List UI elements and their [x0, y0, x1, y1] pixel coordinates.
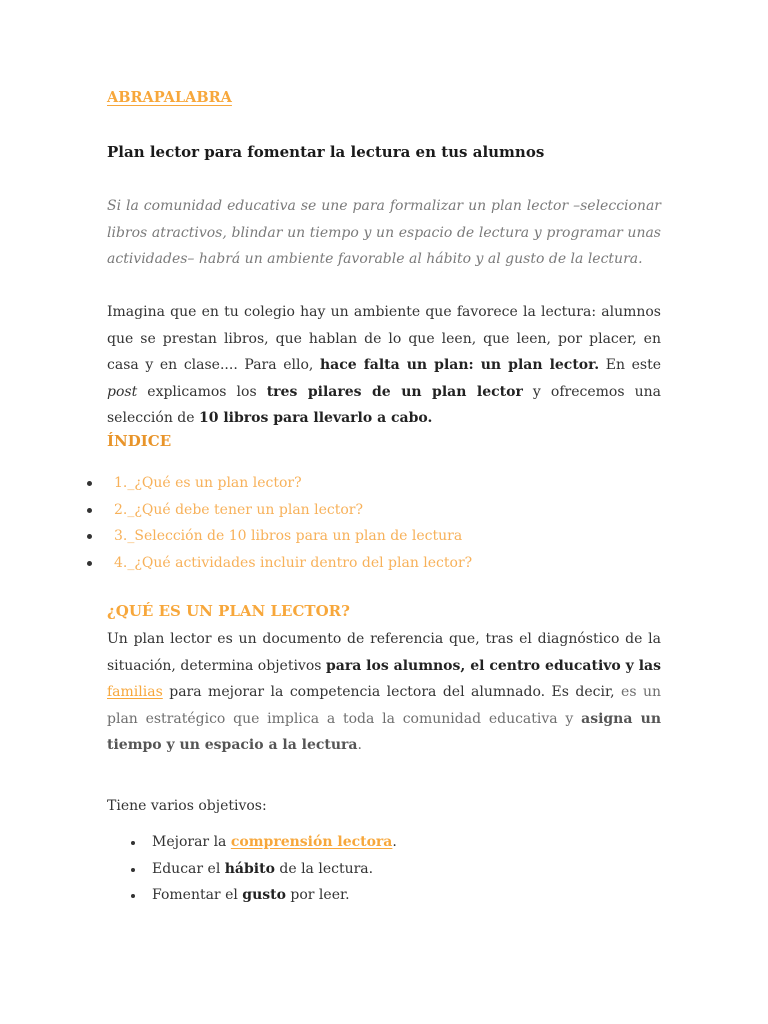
toc-item [87, 528, 472, 555]
toc-item [87, 475, 472, 502]
section-bold-grey: asigna un tiempo y un espacio a la lectura [107, 710, 662, 753]
bullet-icon [131, 868, 135, 872]
objective-text: Mejorar la [152, 834, 231, 850]
toc-link-2[interactable]: 2._¿Qué debe tener un plan lector? [114, 501, 363, 518]
section-text: para mejorar la competencia lectora del alumnado. Es decir, [162, 684, 615, 700]
bullet-icon [87, 508, 92, 513]
section-bold: para los alumnos, el centro educativo y las [325, 657, 661, 674]
objective-text: Educar el [152, 860, 225, 877]
intro-paragraph [107, 299, 661, 432]
section-paragraph [107, 626, 661, 759]
objectives-list [131, 834, 397, 914]
intro-text: explicamos los [137, 383, 267, 400]
indice-heading: ÍNDICE [107, 432, 172, 450]
intro-text: Imagina que en tu colegio hay un ambiente que favorece la lectura: alumnos que se prestan libros, que hablan de lo que leen, que leen, por placer, en casa y en clase.... Para ello, [107, 304, 661, 373]
section-text-grey: . [357, 737, 362, 753]
objective-text: por leer. [285, 887, 350, 903]
objective-item [131, 887, 397, 914]
objective-item [131, 861, 397, 888]
bullet-icon [87, 534, 92, 539]
intro-bold-plan: hace falta un plan: un plan lector. [319, 357, 600, 373]
toc-item [87, 555, 472, 582]
objective-bold: hábito [224, 860, 275, 877]
section-text: Un plan lector es un documento de referencia que, tras el diagnóstico de la situación, determina objetivos [107, 631, 661, 674]
intro-bold-pilares: tres pilares de un plan lector [266, 383, 523, 400]
intro-text: y ofrecemos una selección de [107, 383, 661, 426]
toc-link-4[interactable]: 4._¿Qué actividades incluir dentro del plan lector? [114, 554, 473, 571]
familias-link[interactable]: familias [107, 684, 163, 700]
article-lead: Si la comunidad educativa se une para formalizar un plan lector –seleccionar libros atractivos, blindar un tiempo y un espacio de lectura y programar unas actividades– habrá un ambiente favorable al hábito y al gusto de la lectura. [107, 198, 661, 267]
toc-link-3[interactable]: 3._Selección de 10 libros para un plan de lectura [114, 528, 463, 544]
objective-item [131, 834, 397, 861]
article-title: Plan lector para fomentar la lectura en tus alumnos [107, 143, 545, 161]
section-heading: ¿QUÉ ES UN PLAN LECTOR? [107, 602, 350, 620]
objective-text: Fomentar el [152, 887, 243, 903]
objective-text: de la lectura. [274, 860, 374, 877]
bullet-icon [87, 481, 92, 486]
toc-link-1[interactable]: 1._¿Qué es un plan lector? [114, 475, 302, 491]
comprension-lectora-link[interactable]: comprensión lectora [230, 834, 393, 850]
intro-italic-post: post [107, 383, 138, 400]
brand-link[interactable]: ABRAPALABRA [107, 89, 232, 106]
bullet-icon [131, 894, 135, 898]
table-of-contents [87, 475, 472, 581]
intro-text: En este [599, 357, 661, 373]
objectives-intro: Tiene varios objetivos: [107, 798, 267, 814]
section-text-grey: es un plan estratégico que implica a toda la comunidad educativa y [107, 684, 661, 727]
objective-text: . [392, 834, 397, 850]
bullet-icon [131, 841, 135, 845]
toc-item [87, 502, 472, 529]
objective-bold: gusto [242, 887, 286, 903]
bullet-icon [87, 561, 92, 566]
intro-bold-libros: 10 libros para llevarlo a cabo. [198, 410, 433, 426]
